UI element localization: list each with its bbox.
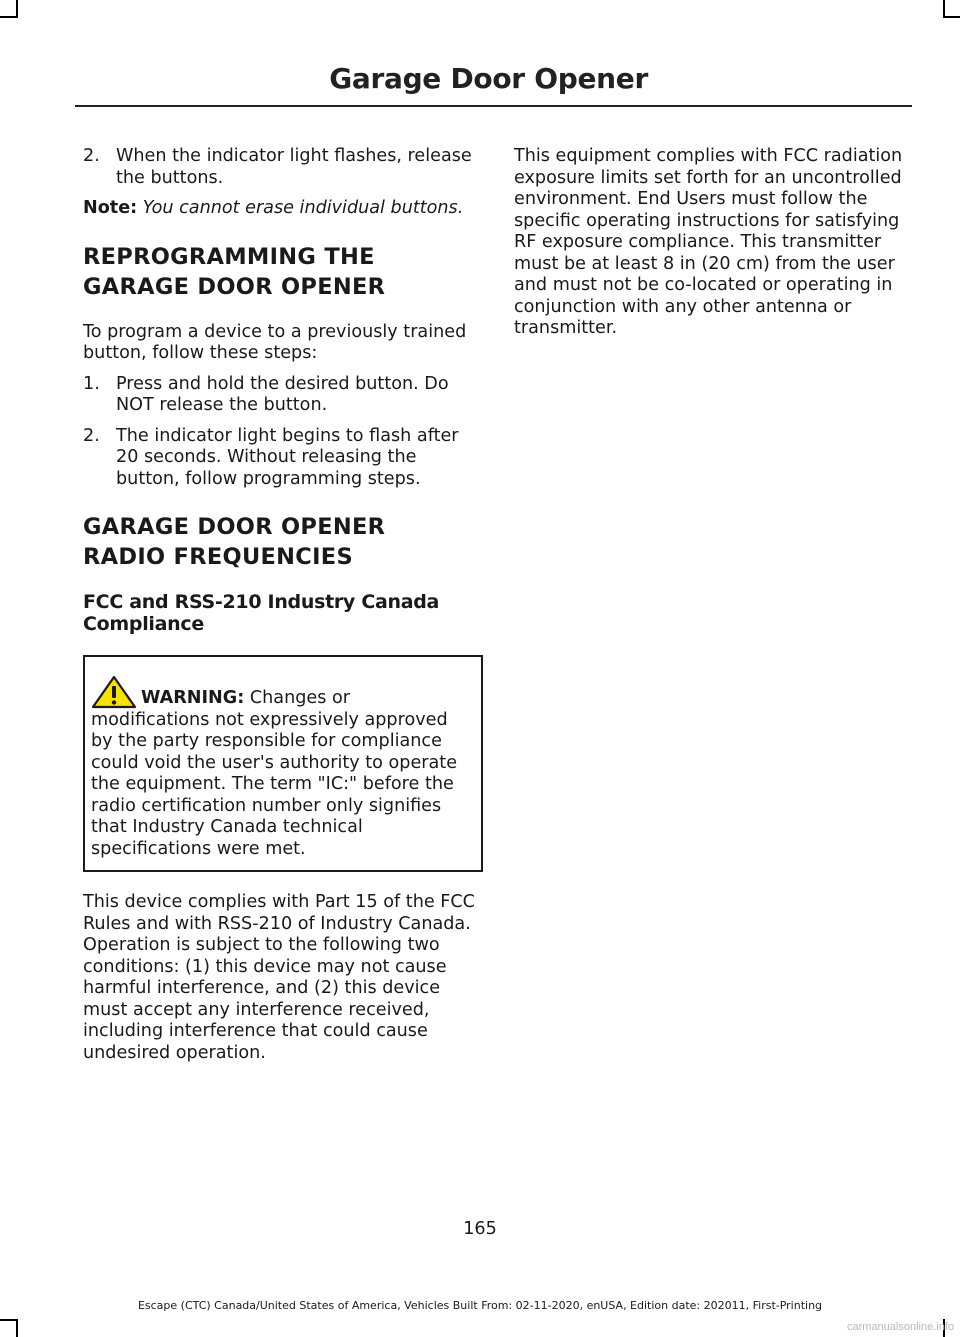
radio-heading-line1: GARAGE DOOR OPENER [83, 514, 386, 540]
step-number: 1. [83, 373, 100, 394]
radio-frequencies-heading [83, 512, 477, 572]
erase-step-2 [83, 146, 477, 189]
page-number: 165 [463, 1219, 497, 1239]
crop-mark-bottom-left [16, 1319, 18, 1337]
compliance-paragraph: This device complies with Part 15 of the FCC Rules and with RSS-210 of Industry Canada. Operation is subject to the following two conditions: (1) this device may not cause harmful interference, and (2) this device must accept any interference received, including interference that could cause undesired operation. [83, 892, 475, 1063]
warning-label: WARNING: [141, 688, 245, 708]
reprogramming-intro: To program a device to a previously trained button, follow these steps: [83, 321, 467, 363]
note [83, 198, 477, 220]
step-number: 2. [83, 146, 100, 166]
radio-heading-line2: RADIO FREQUENCIES [83, 544, 353, 570]
warning-text: Changes or modifications not expressively approved by the party responsible for compliance could void the user's authority to operate the equipment. The term "IC:" before the radio certification number only signifies that Industry Canada technical specifications were met. [91, 688, 458, 859]
warning-triangle-icon [91, 675, 137, 709]
note-label: Note: [83, 198, 138, 218]
step-number: 2. [83, 425, 100, 446]
warning-box [83, 655, 483, 872]
crop-mark-bottom-left-h [0, 1319, 18, 1321]
right-column [514, 146, 909, 349]
step-text: Press and hold the desired button. Do NOT release the button. [116, 373, 449, 415]
crop-mark-top-right-h [943, 16, 960, 18]
reprogramming-step-2 [83, 426, 477, 491]
reprogramming-step-1 [83, 374, 477, 417]
reprogramming-heading-line2: GARAGE DOOR OPENER [83, 273, 386, 300]
reprogramming-heading-line1: REPROGRAMMING THE [83, 243, 375, 270]
rf-exposure-paragraph: This equipment complies with FCC radiation exposure limits set forth for an uncontrolled environment. End Users must follow the specific operating instructions for satisfying RF exposure compliance. This transmitter must be at least 8 in (20 cm) from the user and must not be co-located or operating in conjunction with any other antenna or transmitter. [514, 146, 903, 338]
step-text: The indicator light begins to flash after 20 seconds. Without releasing the button, follow programming steps. [116, 425, 459, 489]
reprogramming-heading [83, 242, 477, 302]
page-title: Garage Door Opener [329, 62, 648, 95]
crop-mark-top-left-h [0, 16, 18, 18]
watermark: carmanualsonline.info [846, 1321, 954, 1333]
title-rule [75, 105, 912, 107]
footer-edition-info: Escape (CTC) Canada/United States of America, Vehicles Built From: 02-11-2020, enUSA, Edition date: 202011, First-Printing [137, 1299, 823, 1312]
left-column [83, 146, 477, 1073]
note-text: You cannot erase individual buttons. [142, 198, 464, 218]
compliance-subheading: FCC and RSS-210 Industry Canada Compliance [83, 591, 440, 635]
step-text: When the indicator light flashes, release the buttons. [116, 146, 472, 188]
